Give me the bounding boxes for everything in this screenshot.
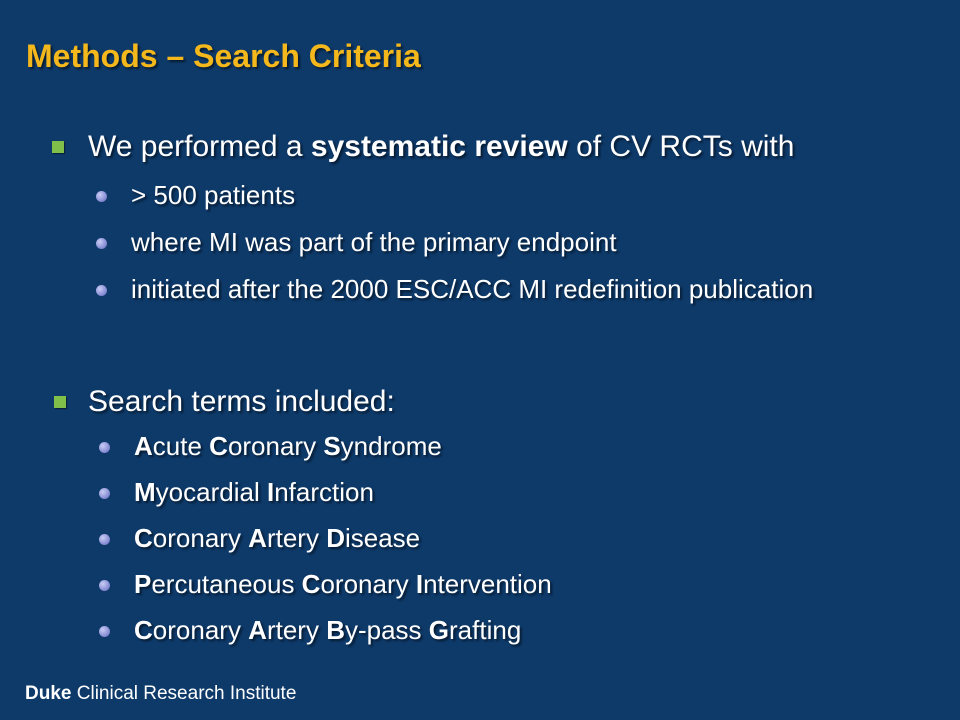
term-initial: C — [134, 615, 153, 645]
term-rest: oronary — [152, 523, 249, 553]
term-initial: A — [248, 615, 267, 645]
term-rest: oronary — [320, 569, 416, 599]
term-initial: S — [323, 431, 341, 461]
term-initial: D — [326, 523, 345, 553]
round-bullet-icon — [96, 238, 107, 249]
list-item — [96, 274, 856, 305]
bullet-search-terms-text: Search terms included: — [88, 385, 395, 418]
criteria-text: where MI was part of the primary endpoint — [131, 227, 617, 257]
search-term-item — [99, 569, 859, 600]
term-rest: yocardial — [155, 477, 267, 507]
search-term-text — [99, 523, 859, 554]
term-initial: I — [415, 569, 424, 599]
search-term-item — [99, 523, 859, 554]
round-bullet-icon — [99, 534, 110, 545]
bullet-review-prefix: We performed a — [88, 130, 311, 163]
term-initial: C — [134, 523, 153, 553]
bullet-review-suffix: of CV RCTs with — [567, 130, 795, 163]
list-item — [96, 227, 856, 258]
round-bullet-icon — [99, 442, 110, 453]
round-bullet-icon — [99, 580, 110, 591]
term-rest: ntervention — [423, 569, 552, 599]
search-term-item — [99, 477, 859, 508]
search-term-text — [99, 477, 859, 508]
criteria-text: initiated after the 2000 ESC/ACC MI redefinition publication — [131, 274, 814, 304]
term-initial: C — [301, 569, 321, 599]
search-term-text — [99, 431, 859, 462]
term-rest: cute — [152, 431, 210, 461]
term-initial: B — [326, 615, 345, 645]
square-bullet-icon — [52, 141, 64, 153]
footer-logo — [25, 683, 296, 705]
bullet-search-terms — [52, 384, 960, 420]
square-bullet-icon — [54, 396, 66, 408]
slide-title: Methods – Search Criteria — [26, 38, 421, 74]
bullet-review-bold: systematic review — [310, 130, 568, 163]
term-rest: yndrome — [340, 431, 442, 461]
term-rest: nfarction — [274, 477, 374, 507]
term-initial: I — [266, 477, 275, 507]
term-initial: P — [134, 569, 152, 599]
term-initial: A — [248, 523, 267, 553]
term-initial: C — [209, 431, 228, 461]
bullet-section-search-terms — [0, 384, 960, 645]
bullet-review — [52, 129, 960, 165]
term-rest: oronary — [227, 431, 324, 461]
term-initial: M — [134, 477, 156, 507]
round-bullet-icon — [96, 191, 107, 202]
round-bullet-icon — [96, 285, 107, 296]
term-initial: G — [428, 615, 450, 645]
search-term-item — [99, 431, 859, 462]
term-rest: isease — [344, 523, 421, 553]
search-term-text — [99, 569, 859, 600]
term-rest: y-pass — [344, 615, 429, 645]
footer-brand: Duke — [25, 683, 72, 704]
list-item — [96, 180, 856, 211]
term-rest: rtery — [266, 523, 327, 553]
review-criteria-list — [96, 180, 856, 305]
round-bullet-icon — [99, 488, 110, 499]
footer-institute: Clinical Research Institute — [71, 683, 297, 704]
search-term-text — [99, 615, 859, 646]
search-terms-list — [99, 431, 859, 646]
term-rest: rtery — [266, 615, 327, 645]
term-initial: A — [134, 431, 153, 461]
search-term-item — [99, 615, 859, 646]
criteria-text: > 500 patients — [131, 180, 296, 210]
term-rest: rafting — [449, 615, 522, 645]
bullet-section-review — [0, 129, 960, 304]
bullet-review-text — [88, 129, 794, 165]
term-rest: oronary — [152, 615, 249, 645]
round-bullet-icon — [99, 626, 110, 637]
term-rest: ercutaneous — [151, 569, 302, 599]
